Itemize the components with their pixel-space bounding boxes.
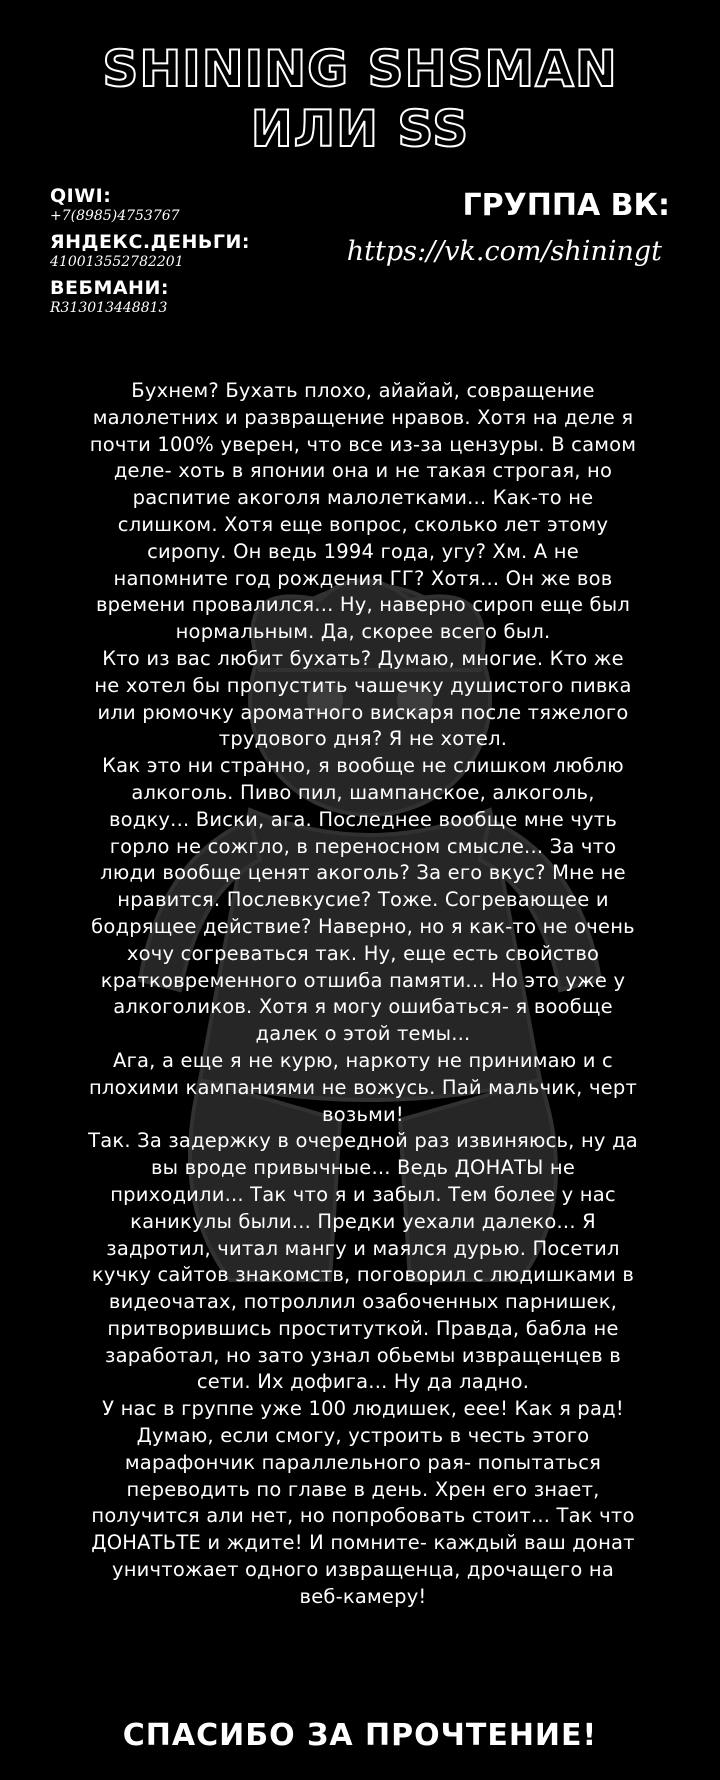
webmoney-value: R313013448813	[50, 300, 168, 316]
thanks-footer: СПАСИБО ЗА ПРОЧТЕНИЕ!	[122, 1718, 598, 1753]
paragraph: Бухнем? Бухать плохо, айайай, совращение малолетних и развращение нравов. Хотя на деле я почти 100% уверен, что все из-за цензуры. В самом деле- хоть в японии она и не такая строгая, но распитие акоголя малолетками... Как-то не слишком. Хотя еще вопрос, сколько лет этому сиропу. Он ведь 1994 года, угу? Хм. А не напомните год рождения ГГ? Хотя... Он же вов времени провалился... Ну, наверно сироп еще был нормальным. Да, скорее всего был.	[89, 379, 637, 644]
page-title-line1: SHINING SHSMAN	[102, 40, 618, 98]
yandex-value: 410013552782201	[50, 254, 184, 270]
paragraph: У нас в группе уже 100 людишек, еее! Как я рад! Думаю, если смогу, устроить в честь этого марафончик параллельного рая- попытаться переводить по главе в день. Хрен его знает, получится али нет, но попробовать стоит... Так что ДОНАТЬТЕ и ждите! И помните- каждый ваш донат уничтожает одного извращенца, дрочащего на веб-камеру!	[91, 1397, 635, 1608]
webmoney-label: ВЕБМАНИ:	[50, 277, 169, 299]
paragraph: Так. За задержку в очередной раз извиняюсь, ну да вы вроде привычные... Ведь ДОНАТЫ не приходили... Так что я и забыл. Тем более у нас каникулы были... Предки уехали далеко... Я задротил, читал мангу и маялся дурью. Посетил кучку сайтов знакомств, поговорил с людишками в видеочатах, потроллил озабоченных парнишек, притворившись проституткой. Правда, бабла не заработал, но зато узнал обьемы извращенцев в сети. Их дофига... Ну да ладно.	[88, 1129, 638, 1394]
paragraph: Кто из вас любит бухать? Думаю, многие. Кто же не хотел бы пропустить чашечку душистого пивка или рюмочку ароматного вискаря после тяжелого трудового дня? Я не хотел.	[94, 646, 632, 751]
translator-note	[88, 378, 638, 1611]
qiwi-value: +7(8985)4753767	[50, 208, 180, 224]
yandex-label: ЯНДЕКС.ДЕНЬГИ:	[50, 231, 251, 253]
paragraph: Ага, а еще я не курю, наркоту не принимаю и с плохими кампаниями не вожусь. Пай мальчик, черт возьми!	[88, 1048, 638, 1126]
qiwi-label: QIWI:	[50, 185, 112, 207]
page-title-line2: ИЛИ SS	[250, 100, 470, 158]
vk-group-link[interactable]: https://vk.com/shiningt	[346, 236, 662, 267]
paragraph: Как это ни странно, я вообще не слишком люблю алкоголь. Пиво пил, шампанское, алкоголь, водку... Виски, ага. Последнее вообще мне чуть горло не сожгло, в переносном смысле... За что люди вообще ценят акоголь? За его вкус? Мне не нравится. Послевкусие? Тоже. Согревающее и бодрящее действие? Наверно, но я как-то не очень хочу согреваться так. Ну, еще есть свойство кратковременного отшиба памяти... Но это уже у алкоголиков. Хотя я могу ошибаться- я вообще далек о этой темы...	[91, 754, 635, 1046]
payment-info	[50, 186, 370, 324]
vk-group-label: ГРУППА ВК:	[462, 188, 670, 223]
